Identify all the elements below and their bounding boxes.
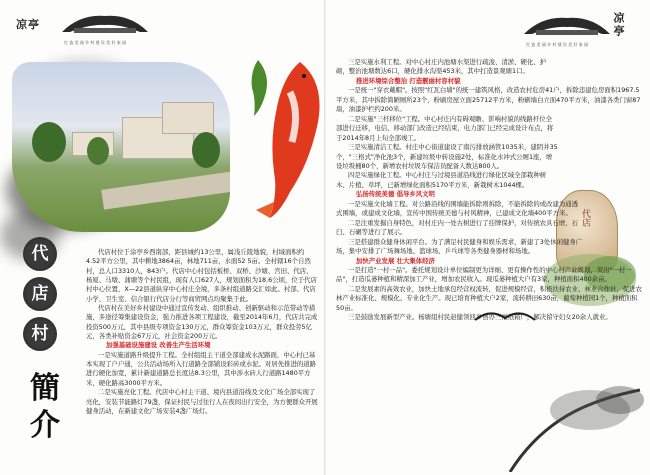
paragraph: 二是发展素的高效农业，加快土地承包经营权流转，促进规模经营，积极扶持农业、林业合作社，促进农林产业标准化、规模化、专业化生产。现已培育种植大户2家，流转耕田630亩，葡萄种植园1个，种植面积50亩。 [336, 284, 642, 312]
brand-logo: 凉亭 [16, 18, 40, 31]
section-heading: 加快产业发展 壮大集体经济 [356, 256, 435, 265]
paragraph: 二是实施亮化工程。代店中心村主干道、境内县道沿线及文化广场全部实现了亮化，安装节能路灯79盏，保证村民与过往行人在夜间出行安全，为方便群众开展健身活动，在新建文化广场安装4盏广场灯。 [86, 388, 318, 415]
stone-inscription: 代店 [580, 209, 590, 227]
paragraph: 四是实施绿化工程。中心村庄与过境县道沿线进行绿化区域全部栽种树木、片植、草坪，已新增绿化面积5170平方米，新栽树木1044棵。 [336, 171, 547, 189]
section-heading: 加强基础设施建设 改善生产生活环境 [106, 341, 211, 350]
village-photo [12, 62, 230, 232]
section-heading: 弘扬传统美德 倡导乡风文明 [356, 190, 435, 199]
calligraphy-char: 介 [30, 408, 60, 443]
paragraph: 一是统一"穿衣戴帽"。按照"红瓦白墙"的统一建筑风格，改造农村危房41户，拆除违建危房面积1967.5平方米，其中拆除简陋厕所23个，粉刷房屋立面25712平方米，粉刷墙白立面470平方米，油漆各类门窗87扇，油漆护栏约200米。 [336, 86, 641, 114]
paragraph: 二是注重发掘自身特色，对村庄内一处古树进行了挂牌保护，对传统农具石磨、石臼、石碾等进行了展示。 [336, 218, 579, 237]
brand-subtitle: 打 造 美 丽 乡 村 建 设 美 好 家 园 [526, 42, 588, 47]
calligraphy-char: 簡 [30, 371, 60, 406]
paragraph: 一是打造"一村一品"。委托规划设计单位编制更为详细、更有操作性的中心村产业规划，突出"一村一品"，打造瓜蒌种植和精深加工产业，增加农民收入。现瓜蒌种植大户有3家，种植面积400余亩。 [336, 265, 632, 284]
paragraph: 一是实施文化墙工程。对公路沿线的围墙能拆除则拆除，不能拆除的或改建为通透式围墙，或建成文化墙，宣传中国传统美德与村风精神，已建成文化墙400平方米。 [336, 199, 579, 218]
paragraph: 一是实施道路升级提升工程。全村组组主干道全部建成水泥路面，中心村已基本实现了户户通，公共活动场所入行道路全部铺设彩砖或水泥。对居先推进的道路进行硬化加宽，累计新建道路总长度达8.3公里，其中涉水砖人行道路1480平方米，硬化路高3000平方米。 [86, 350, 317, 387]
paragraph: 三是实施水利工程。对中心村庄内池塘水渠进行疏浚、清淤、硬化、护砌，整治池塘数达6口，硬化排水沟渠453米，其中打造景观塘1口。 [336, 58, 547, 76]
paragraph: 代店村在美好乡村建设中通过宣传发动、组织推动、创新驱动和示范带动等措施，多途径筹集建设资金，强力推进各项工程建设，截至2014年6月，代店共完成投资500万元，其中县级专项资金130万元，群众筹资金103万元，群众投劳5亿元，各类补贴资金67万元，社会资金200万元。 [86, 304, 318, 341]
page-spine [324, 0, 326, 475]
title-char: 店 [23, 277, 57, 311]
roof-icon [60, 10, 150, 36]
title-char: 村 [23, 317, 57, 351]
paragraph: 三是搭建群众健身休闲平台。为了满足村民健身和娱乐需求，新建了3处休闲健身广场，集中安排了广场舞场地、篮球场、乒乓球等各类健身器材和场地。 [336, 237, 583, 256]
right-body-text [336, 58, 642, 323]
ink-tree-icon [470, 380, 646, 472]
brand-logo: 凉亭 [612, 12, 625, 38]
koi-fish-icon [244, 58, 278, 118]
left-body-text [86, 248, 318, 416]
title-char: 代 [23, 237, 57, 271]
paragraph: 三是鼓励发展新型产业。杨塘组村民赵健领回乡创办三福纸箱厂，解决留守妇女20余人就业。 [348, 313, 612, 322]
roof-icon [522, 12, 612, 38]
brand-subtitle: 打 造 美 丽 乡 村 建 设 美 好 家 园 [64, 40, 126, 45]
section-heading: 推进环境综合整治 打造靓丽村容村貌 [356, 76, 461, 85]
paragraph: 二是实施"三杆移位"工程。中心村庄内有碍观瞻、影响村貌的线路杆位全部进行迁移，电信、移动部门改造已经结束，电力部门已经完成设计布点，将于2014年8月上旬全部竣工。 [336, 114, 554, 142]
paragraph: 代店村位于涂亭乡西南部，距县城约13公里，属浅丘陵地貌，村域面积约4.52平方公里，其中耕地3864亩，林地711亩，水面52 5亩。全村辖16个自然村，总人口3310人，843户。代店中心村包括板桥、双桥、沙塘、宫田、代店、杨厦、马墩、蒲塘等个村民组，现有人口627人，规划面积为18.6公顷，位于代店村中心位置，X—22县道纵穿中心村庄全境，多条村组道路交汇如此。村部、代店小学、卫生室、信合银行代店分行等商贸网点均聚集于此。 [86, 248, 317, 303]
paragraph: 三是实施清洁工程。村庄中心街道建设了南污排放涵管1035米，建阴井35个，"三格式"净化池3个，新建垃圾中转设施2处，标准化水冲式公厕1座，增设垃圾桶80个，新增农村垃圾车保洁员配备人数达800人。 [336, 143, 558, 170]
